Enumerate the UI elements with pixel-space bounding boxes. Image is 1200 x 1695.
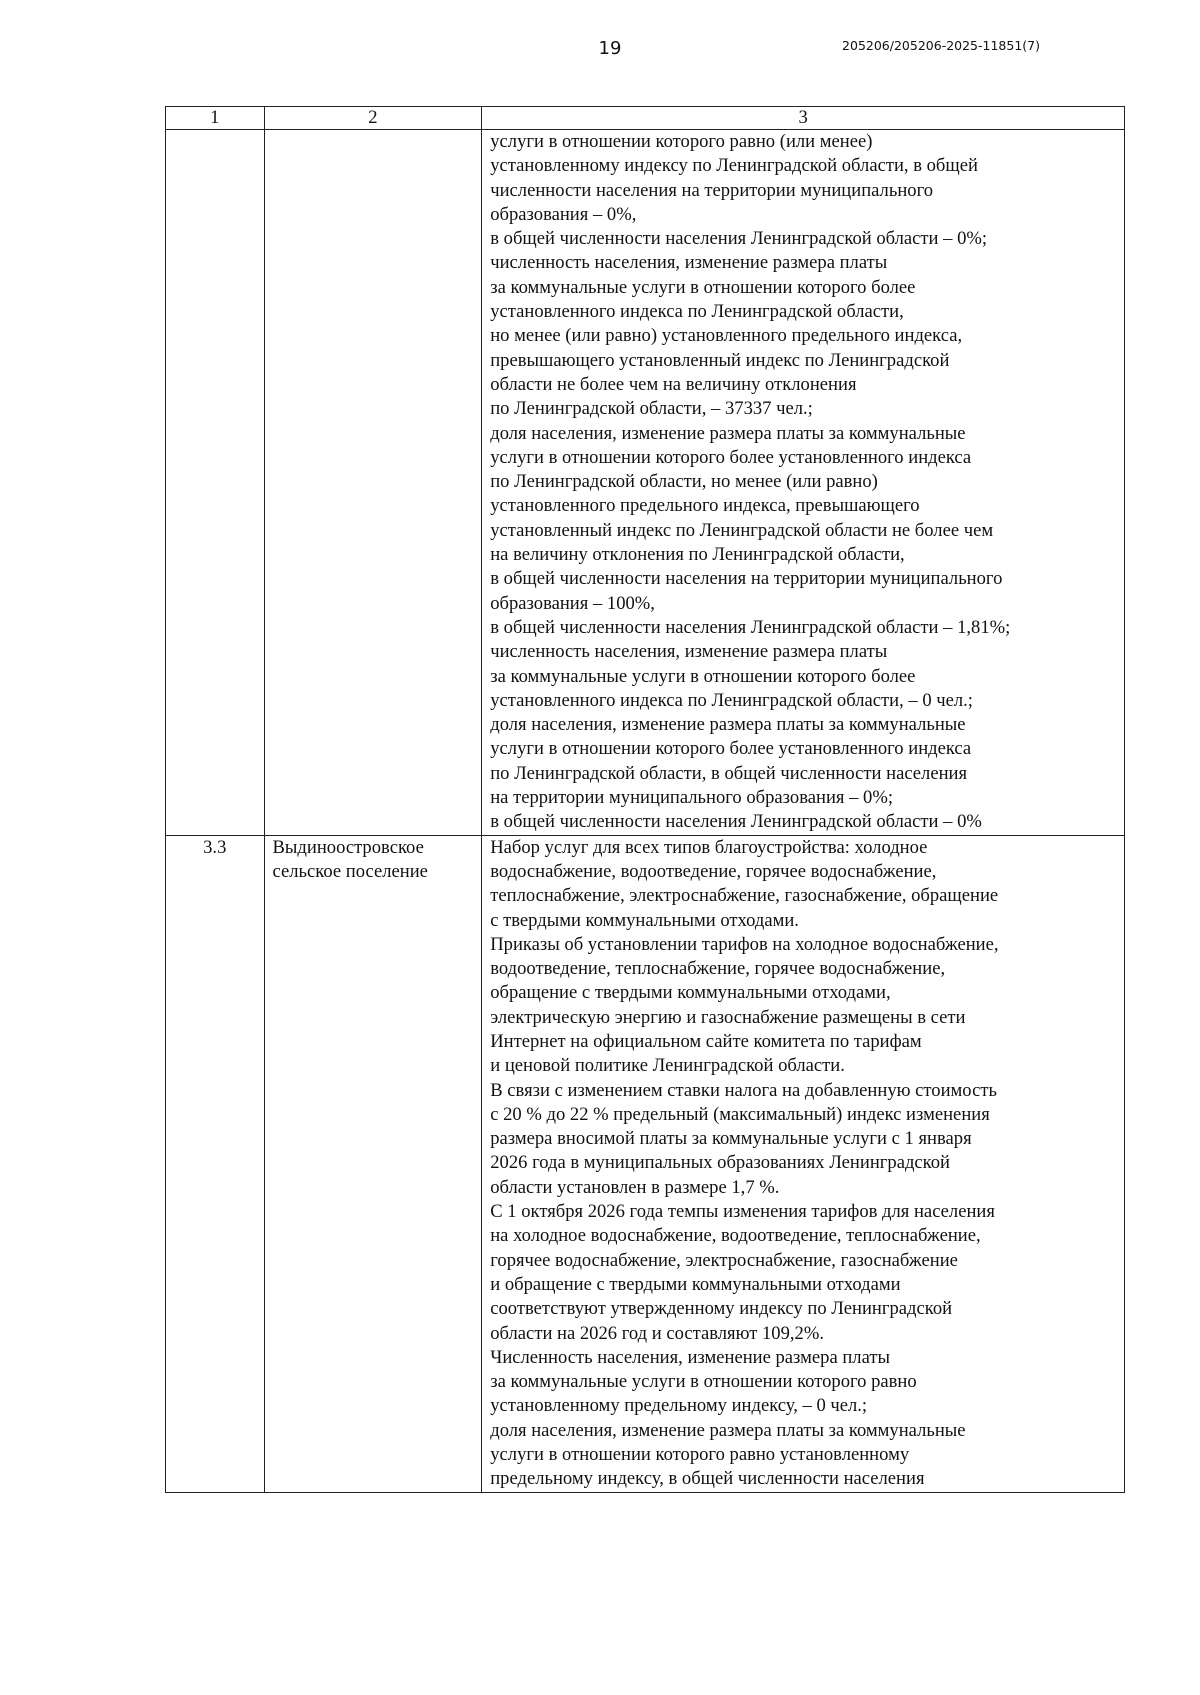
text-line: за коммунальные услуги в отношении которого более xyxy=(490,276,916,298)
text-line: установленному индексу по Ленинградской области, в общей xyxy=(490,155,978,177)
table-header-row xyxy=(166,107,1125,130)
text-line: и ценовой политике Ленинградской области. xyxy=(490,1055,845,1077)
table-row xyxy=(166,835,1125,1492)
text-line: Приказы об установлении тарифов на холодное водоснабжение, xyxy=(490,933,999,955)
text-line: установленного индекса по Ленинградской области, xyxy=(490,301,904,323)
text-line: за коммунальные услуги в отношении которого более xyxy=(490,665,916,687)
row-number-cell xyxy=(166,130,265,836)
text-line: численность населения, изменение размера платы xyxy=(490,252,888,274)
text-line: Выдиноостровское xyxy=(272,836,424,858)
row-number-cell: 3.3 xyxy=(166,835,265,1492)
text-line: по Ленинградской области, – 37337 чел.; xyxy=(490,398,813,420)
text-line: услуги в отношении которого более установленного индекса xyxy=(490,738,972,760)
document-id: 205206/205206-2025-11851(7) xyxy=(842,38,1040,53)
text-line: предельному индексу, в общей численности населения xyxy=(490,1468,925,1490)
column-header-1: 1 xyxy=(166,107,265,130)
text-line: установленного индекса по Ленинградской области, – 0 чел.; xyxy=(490,689,973,711)
text-line: с твердыми коммунальными отходами. xyxy=(490,909,799,931)
text-line: образования – 100%, xyxy=(490,592,655,614)
text-line: 2026 года в муниципальных образованиях Ленинградской xyxy=(490,1152,951,1174)
text-line: в общей численности населения Ленинградской области – 0%; xyxy=(490,228,988,250)
text-line: услуги в отношении которого более установленного индекса xyxy=(490,446,972,468)
text-line: превышающего установленный индекс по Ленинградской xyxy=(490,349,950,371)
text-line: на величину отклонения по Ленинградской области, xyxy=(490,544,905,566)
text-line: но менее (или равно) установленного предельного индекса, xyxy=(490,325,963,347)
text-line: области установлен в размере 1,7 %. xyxy=(490,1176,780,1198)
text-line: размера вносимой платы за коммунальные услуги с 1 января xyxy=(490,1128,972,1150)
text-line: электрическую энергию и газоснабжение размещены в сети xyxy=(490,1006,966,1028)
text-line: С 1 октября 2026 года темпы изменения тарифов для населения xyxy=(490,1201,995,1223)
text-line: за коммунальные услуги в отношении которого равно xyxy=(490,1371,917,1393)
text-line: области не более чем на величину отклонения xyxy=(490,373,857,395)
text-line: с 20 % до 22 % предельный (максимальный) индекс изменения xyxy=(490,1103,990,1125)
text-line: сельское поселение xyxy=(272,860,428,882)
text-line: в общей численности населения на территории муниципального xyxy=(490,568,1003,590)
text-line: по Ленинградской области, в общей численности населения xyxy=(490,762,968,784)
text-line: в общей численности населения Ленинградской области – 0% xyxy=(490,811,982,833)
description-cell xyxy=(482,835,1125,1492)
text-line: услуги в отношении которого равно установленному xyxy=(490,1444,910,1466)
data-table xyxy=(165,106,1125,1493)
table-row xyxy=(166,130,1125,836)
text-line: услуги в отношении которого равно (или менее) xyxy=(490,131,873,152)
column-header-3: 3 xyxy=(482,107,1125,130)
text-line: и обращение с твердыми коммунальными отходами xyxy=(490,1273,901,1295)
text-line: водоснабжение, водоотведение, горячее водоснабжение, xyxy=(490,860,937,882)
text-line: горячее водоснабжение, электроснабжение, газоснабжение xyxy=(490,1249,958,1271)
text-line: установленному предельному индексу, – 0 чел.; xyxy=(490,1395,868,1417)
text-line: на холодное водоснабжение, водоотведение, теплоснабжение, xyxy=(490,1225,981,1247)
page-number: 19 xyxy=(598,38,622,59)
text-line: доля населения, изменение размера платы за коммунальные xyxy=(490,1419,966,1441)
text-line: обращение с твердыми коммунальными отходами, xyxy=(490,982,891,1004)
text-line: на территории муниципального образования – 0%; xyxy=(490,787,894,809)
text-line: в общей численности населения Ленинградской области – 1,81%; xyxy=(490,616,1011,638)
text-line: области на 2026 год и составляют 109,2%. xyxy=(490,1322,824,1344)
text-line: численность населения, изменение размера платы xyxy=(490,641,888,663)
text-line: В связи с изменением ставки налога на добавленную стоимость xyxy=(490,1079,997,1101)
text-line: Набор услуг для всех типов благоустройства: холодное xyxy=(490,836,928,858)
text-line: численности населения на территории муниципального xyxy=(490,179,934,201)
text-line: доля населения, изменение размера платы за коммунальные xyxy=(490,714,966,736)
text-line: установленного предельного индекса, превышающего xyxy=(490,495,920,517)
text-line: Численность населения, изменение размера платы xyxy=(490,1346,890,1368)
text-line: теплоснабжение, электроснабжение, газоснабжение, обращение xyxy=(490,885,999,907)
text-line: соответствуют утвержденному индексу по Ленинградской xyxy=(490,1298,953,1320)
municipality-cell xyxy=(264,130,482,836)
text-line: образования – 0%, xyxy=(490,203,637,225)
text-line: по Ленинградской области, но менее (или равно) xyxy=(490,471,878,493)
text-line: Интернет на официальном сайте комитета по тарифам xyxy=(490,1030,922,1052)
text-line: доля населения, изменение размера платы за коммунальные xyxy=(490,422,966,444)
text-line: установленный индекс по Ленинградской области не более чем xyxy=(490,519,994,541)
text-line: водоотведение, теплоснабжение, горячее водоснабжение, xyxy=(490,958,946,980)
column-header-2: 2 xyxy=(264,107,482,130)
municipality-cell xyxy=(264,835,482,1492)
description-cell xyxy=(482,130,1125,836)
